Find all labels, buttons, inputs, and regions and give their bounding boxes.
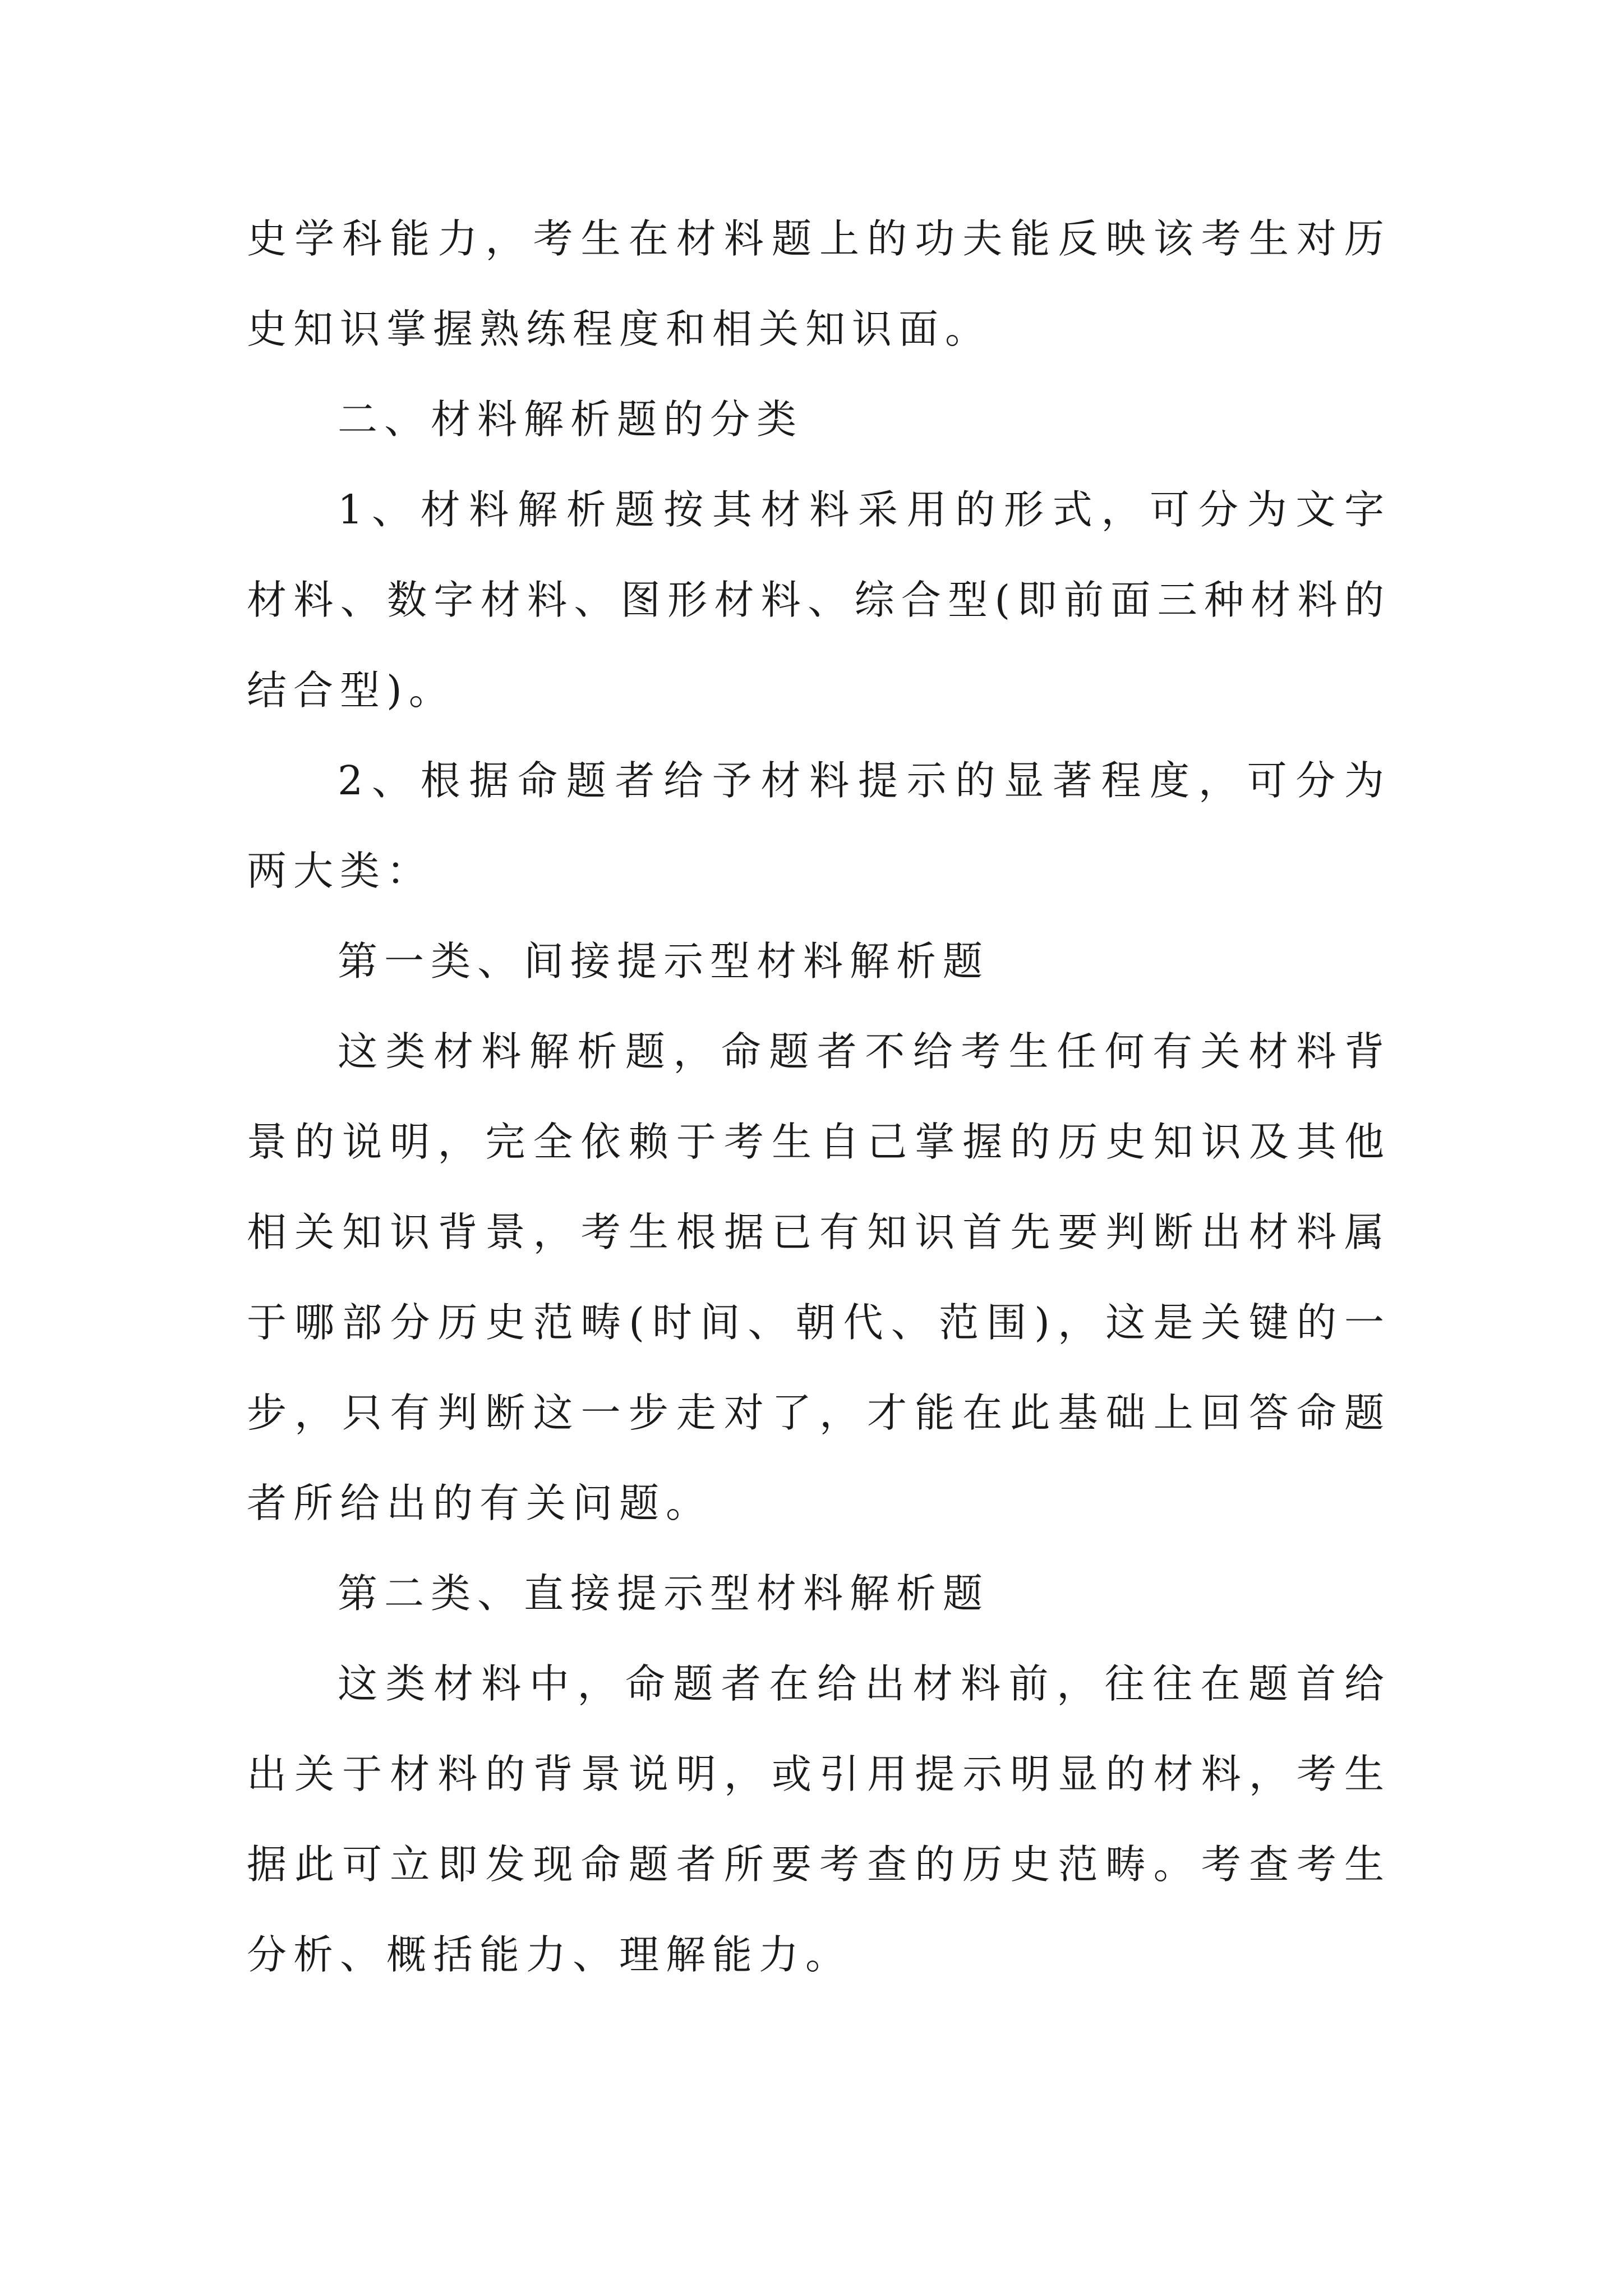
subheading-type-2: 第二类、直接提示型材料解析题 [338,1570,990,1617]
paragraph-type-1-description: 这类材料解析题，命题者不给考生任何有关材料背景的说明，完全依赖于考生自己掌握的历史知识及其他相关知识背景，考生根据已有知识首先要判断出材料属于哪部分历史范畴(时间、朝代、范围)，这是关键的一步，只有判断这一步走对了，才能在此基础上回答命题者所给出的有关问题。 [247,1028,1391,1526]
paragraph-type-2-description: 这类材料中，命题者在给出材料前，往往在题首给出关于材料的背景说明，或引用提示明显的材料，考生据此可立即发现命题者所要考查的历史范畴。考查考生分析、概括能力、理解能力。 [247,1660,1391,1978]
document-body [247,194,1391,2000]
paragraph-continuation: 史学科能力，考生在材料题上的功夫能反映该考生对历史知识掌握熟练程度和相关知识面。 [247,215,1391,352]
paragraph-item-1: 1、材料解析题按其材料采用的形式，可分为文字材料、数字材料、图形材料、综合型(即前面三种材料的结合型)。 [247,486,1391,714]
subheading-type-1: 第一类、间接提示型材料解析题 [338,938,990,984]
section-heading-classification: 二、材料解析题的分类 [338,396,804,443]
paragraph-item-2: 2、根据命题者给予材料提示的显著程度，可分为两大类： [247,757,1391,894]
